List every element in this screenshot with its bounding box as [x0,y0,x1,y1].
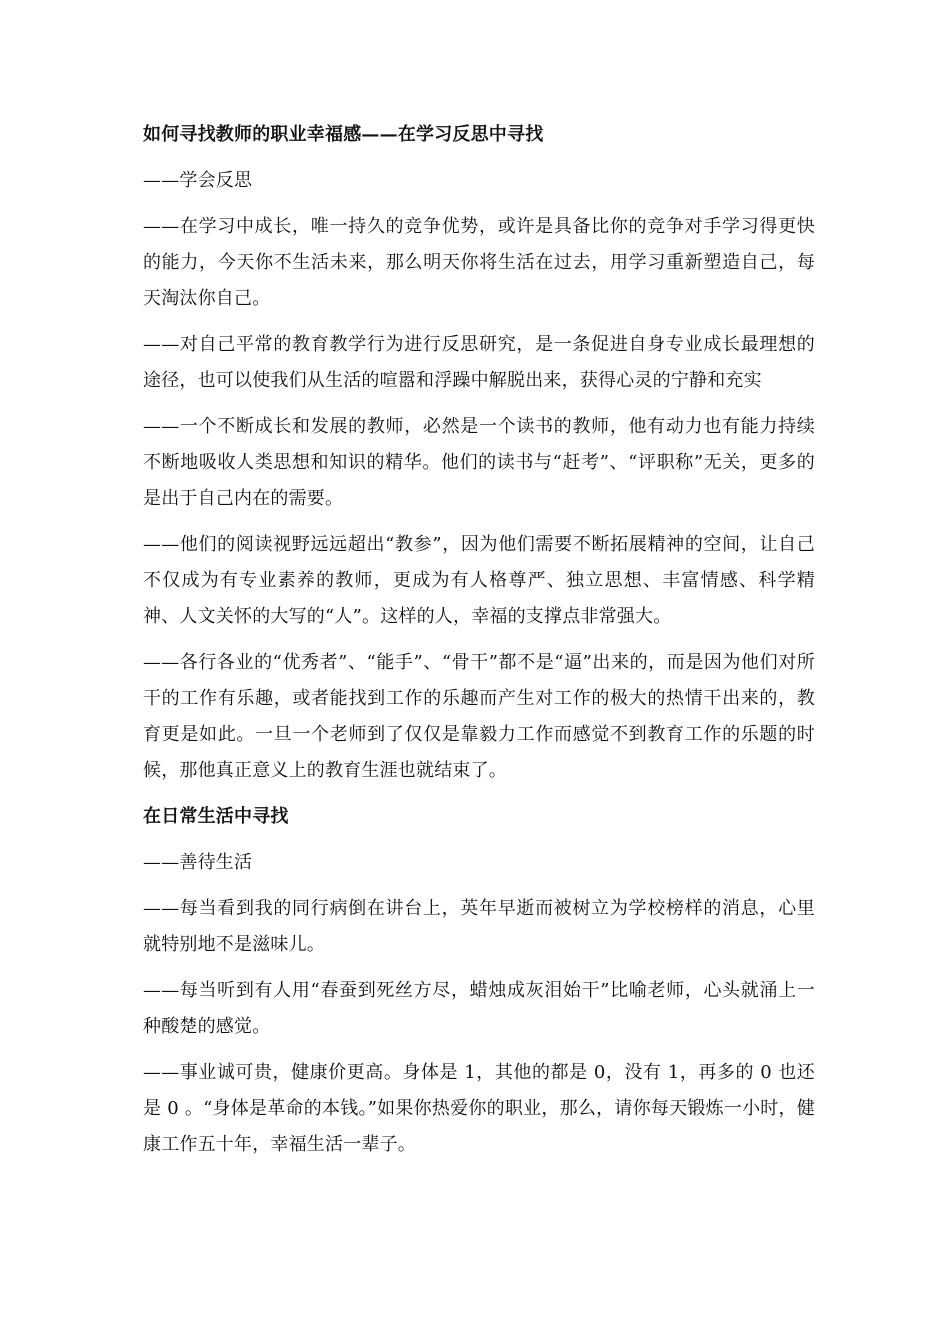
paragraph-work-interest: ——各行各业的“优秀者”、“能手”、“骨干”都不是“逼”出来的，而是因为他们对所干的工作有乐趣，或者能找到工作的乐趣而产生对工作的极大的热情干出来的，教育更是如此。一旦一个老师到了仅仅是靠毅力工作而感觉不到教育工作的乐题的时候，那他真正意义上的教育生涯也就结束了。 [143,652,815,781]
paragraph-reading-vision: ——他们的阅读视野远远超出“教参”，因为他们需要不断拓展精神的空间，让自己不仅成为有专业素养的教师，更成为有人格尊严、独立思想、丰富情感、科学精神、人文关怀的大写的“人”。这样的人，幸福的支撑点非常强大。 [143,534,815,627]
paragraph-treat-life: ——善待生活 [143,852,253,873]
paragraph-silkworm-metaphor: ——每当听到有人用“春蚕到死丝方尽，蜡烛成灰泪始干”比喻老师，心头就涌上一种酸楚的感觉。 [143,980,815,1037]
paragraph-grow-learning: ——在学习中成长，唯一持久的竞争优势，或许是具备比你的竞争对手学习得更快的能力，今天你不生活未来，那么明天你将生活在过去，用学习重新塑造自己，每天淘汰你自己。 [143,216,815,309]
document-title: 如何寻找教师的职业幸福感——在学习反思中寻找 [143,124,544,145]
paragraph-health-value: ——事业诚可贵，健康价更高。身体是 1，其他的都是 0，没有 1，再多的 0 也还是 0 。“身体是革命的本钱。”如果你热爱你的职业，那么，请你每天锻炼一小时，健康工作五十年，幸福生活一辈子。 [143,1062,815,1155]
paragraph-colleague-illness: ——每当看到我的同行病倒在讲台上，英年早逝而被树立为学校榜样的消息，心里就特别地不是滋味儿。 [143,898,815,955]
section-heading-daily-life: 在日常生活中寻找 [143,806,289,827]
paragraph-learn-reflect: ——学会反思 [143,170,253,191]
paragraph-reflection-research: ——对自己平常的教育教学行为进行反思研究，是一条促进自身专业成长最理想的途径，也可以使我们从生活的喧嚣和浮躁中解脱出来，获得心灵的宁静和充实 [143,334,815,391]
paragraph-reading-teacher: ——一个不断成长和发展的教师，必然是一个读书的教师，他有动力也有能力持续不断地吸收人类思想和知识的精华。他们的读书与“赶考”、“评职称”无关，更多的是出于自己内在的需要。 [143,416,815,509]
document-page [143,117,815,1173]
